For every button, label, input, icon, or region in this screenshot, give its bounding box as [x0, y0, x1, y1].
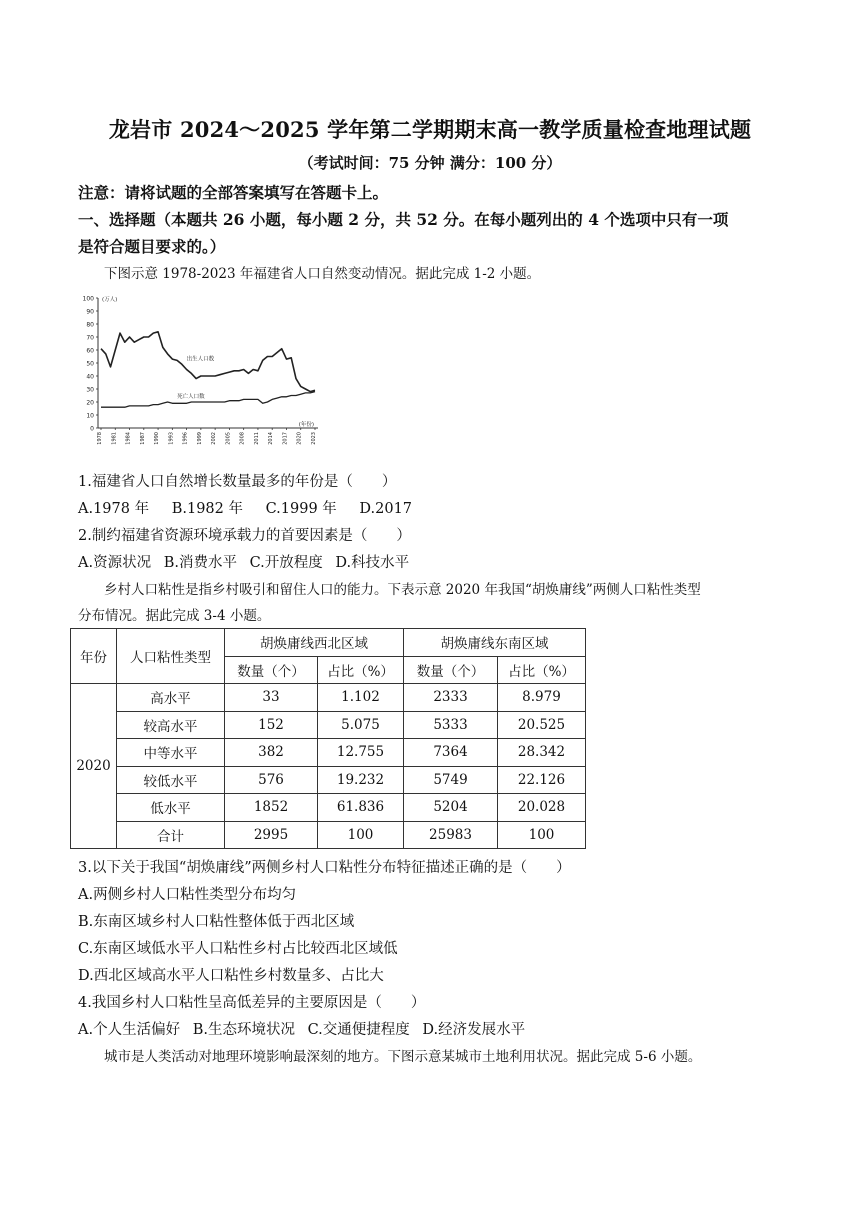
- type-cell: 较低水平: [117, 766, 225, 794]
- nw-count-cell: 576: [225, 766, 318, 794]
- table-row: [71, 739, 586, 767]
- q4-options: [78, 1018, 543, 1039]
- series-label-births: 出生人口数: [186, 356, 215, 363]
- q4-option-a[interactable]: A.个人生活偏好: [78, 1022, 181, 1038]
- x-tick-label: 2011: [253, 432, 260, 445]
- intro-q3-4-line2: 分布情况。据此完成 3-4 小题。: [78, 608, 271, 624]
- intro-q5-6: 城市是人类活动对地理环境影响最深刻的地方。下图示意某城市土地利用状况。据此完成 5-6 小题。: [104, 1049, 702, 1065]
- intro-q3-4-line1: 乡村人口粘性是指乡村吸引和留住人口的能力。下表示意 2020 年我国“胡焕庸线”两侧人口粘性类型: [104, 582, 701, 598]
- header-nw-count: 数量（个）: [225, 656, 318, 684]
- x-tick-label: 1999: [196, 432, 203, 445]
- se-count-cell: 7364: [404, 739, 498, 767]
- type-cell: 低水平: [117, 794, 225, 822]
- section-heading-line1: 一、选择题（本题共 26 小题，每小题 2 分，共 52 分。在每小题列出的 4 个选项中只有一项: [78, 210, 729, 229]
- table-row: [71, 794, 586, 822]
- table-row: [71, 821, 586, 849]
- q1-option-c[interactable]: C.1999 年: [265, 501, 337, 517]
- nw-count-cell: 1852: [225, 794, 318, 822]
- x-tick-label: 2014: [268, 432, 275, 445]
- y-tick-label: 0: [90, 425, 94, 433]
- se-pct-cell: 20.525: [498, 711, 586, 739]
- q3-option-b[interactable]: B.东南区域乡村人口粘性整体低于西北区域: [78, 914, 355, 930]
- q1-option-b[interactable]: B.1982 年: [171, 501, 243, 517]
- y-tick-label: 80: [86, 321, 94, 329]
- x-tick-label: 1993: [168, 432, 175, 445]
- q3-option-d[interactable]: D.西北区域高水平人口粘性乡村数量多、占比大: [78, 968, 384, 984]
- year-cell: 2020: [71, 684, 117, 849]
- type-cell: 高水平: [117, 684, 225, 712]
- x-tick-label: 1996: [182, 432, 189, 445]
- x-tick-label: 1984: [125, 432, 132, 445]
- q2-stem: 2.制约福建省资源环境承载力的首要因素是（ ）: [78, 528, 411, 544]
- x-tick-label: 2005: [225, 432, 232, 445]
- nw-pct-cell: 100: [318, 821, 404, 849]
- x-tick-label: 1981: [111, 432, 118, 445]
- population-change-chart: [76, 288, 326, 446]
- q3-option-c[interactable]: C.东南区域低水平人口粘性乡村占比较西北区域低: [78, 941, 398, 957]
- x-tick-label: 2008: [239, 432, 246, 445]
- q1-option-d[interactable]: D.2017: [359, 501, 413, 517]
- q2-option-a[interactable]: A.资源状况: [78, 555, 152, 571]
- y-tick-label: 50: [86, 360, 94, 368]
- nw-count-cell: 2995: [225, 821, 318, 849]
- nw-pct-cell: 1.102: [318, 684, 404, 712]
- x-tick-label: 2002: [211, 432, 218, 445]
- se-count-cell: 2333: [404, 684, 498, 712]
- y-tick-label: 70: [86, 334, 94, 342]
- x-tick-label: 2020: [296, 432, 303, 445]
- q4-option-d[interactable]: D.经济发展水平: [422, 1022, 526, 1038]
- x-tick-label: 1990: [154, 432, 161, 445]
- population-stickiness-table: [70, 628, 586, 849]
- q3-stem: 3.以下关于我国“胡焕庸线”两侧乡村人口粘性分布特征描述正确的是（ ）: [78, 860, 571, 876]
- intro-q1-2: 下图示意 1978-2023 年福建省人口自然变动情况。据此完成 1-2 小题。: [104, 266, 541, 282]
- y-tick-label: 30: [86, 386, 94, 394]
- series-label-deaths: 死亡人口数: [177, 394, 205, 401]
- q1-options: [78, 497, 430, 518]
- header-type: 人口粘性类型: [117, 629, 225, 684]
- series-line-deaths: [101, 392, 315, 408]
- table-row: [71, 684, 586, 712]
- y-tick-label: 100: [82, 295, 94, 303]
- exam-title: 龙岩市 2024～2025 学年第二学期期末高一教学质量检查地理试题: [108, 117, 752, 142]
- y-tick-label: 20: [86, 399, 94, 407]
- table-row: [71, 711, 586, 739]
- x-axis-label: (年份): [298, 422, 314, 428]
- y-tick-label: 60: [86, 347, 94, 355]
- nw-count-cell: 382: [225, 739, 318, 767]
- se-pct-cell: 100: [498, 821, 586, 849]
- x-tick-label: 1987: [139, 432, 146, 445]
- notice: 注意：请将试题的全部答案填写在答题卡上。: [78, 183, 389, 202]
- q4-option-c[interactable]: C.交通便捷程度: [307, 1022, 410, 1038]
- y-axis-label: (万人): [102, 297, 118, 303]
- q2-option-b[interactable]: B.消费水平: [163, 555, 237, 571]
- nw-count-cell: 152: [225, 711, 318, 739]
- table-header-row: [71, 629, 586, 657]
- type-cell: 中等水平: [117, 739, 225, 767]
- nw-pct-cell: 19.232: [318, 766, 404, 794]
- se-count-cell: 5333: [404, 711, 498, 739]
- q2-option-c[interactable]: C.开放程度: [249, 555, 323, 571]
- header-nw-pct: 占比（%）: [318, 656, 404, 684]
- se-count-cell: 25983: [404, 821, 498, 849]
- header-region-se: 胡焕庸线东南区域: [404, 629, 586, 657]
- se-pct-cell: 20.028: [498, 794, 586, 822]
- se-pct-cell: 8.979: [498, 684, 586, 712]
- header-se-pct: 占比（%）: [498, 656, 586, 684]
- se-count-cell: 5749: [404, 766, 498, 794]
- y-tick-label: 10: [86, 412, 94, 420]
- q2-options: [78, 551, 427, 572]
- q3-option-a[interactable]: A.两侧乡村人口粘性类型分布均匀: [78, 887, 297, 903]
- x-tick-label: 1978: [97, 432, 103, 445]
- y-tick-label: 40: [86, 373, 94, 381]
- se-pct-cell: 22.126: [498, 766, 586, 794]
- q1-stem: 1.福建省人口自然增长数量最多的年份是（ ）: [78, 474, 397, 490]
- nw-pct-cell: 5.075: [318, 711, 404, 739]
- q4-stem: 4.我国乡村人口粘性呈高低差异的主要原因是（ ）: [78, 995, 426, 1011]
- q2-option-d[interactable]: D.科技水平: [335, 555, 410, 571]
- section-heading-line2: 是符合题目要求的。）: [78, 237, 226, 256]
- nw-pct-cell: 12.755: [318, 739, 404, 767]
- header-region-nw: 胡焕庸线西北区域: [225, 629, 404, 657]
- header-year: 年份: [71, 629, 117, 684]
- x-tick-label: 2023: [311, 432, 317, 445]
- x-tick-label: 2017: [282, 432, 289, 445]
- q1-option-a[interactable]: A.1978 年: [78, 501, 150, 517]
- table-row: [71, 766, 586, 794]
- type-cell: 合计: [117, 821, 225, 849]
- se-pct-cell: 28.342: [498, 739, 586, 767]
- exam-subtitle: （考试时间：75 分钟 满分：100 分）: [298, 154, 562, 172]
- q4-option-b[interactable]: B.生态环境状况: [192, 1022, 295, 1038]
- nw-pct-cell: 61.836: [318, 794, 404, 822]
- nw-count-cell: 33: [225, 684, 318, 712]
- header-se-count: 数量（个）: [404, 656, 498, 684]
- type-cell: 较高水平: [117, 711, 225, 739]
- se-count-cell: 5204: [404, 794, 498, 822]
- y-tick-label: 90: [86, 308, 94, 316]
